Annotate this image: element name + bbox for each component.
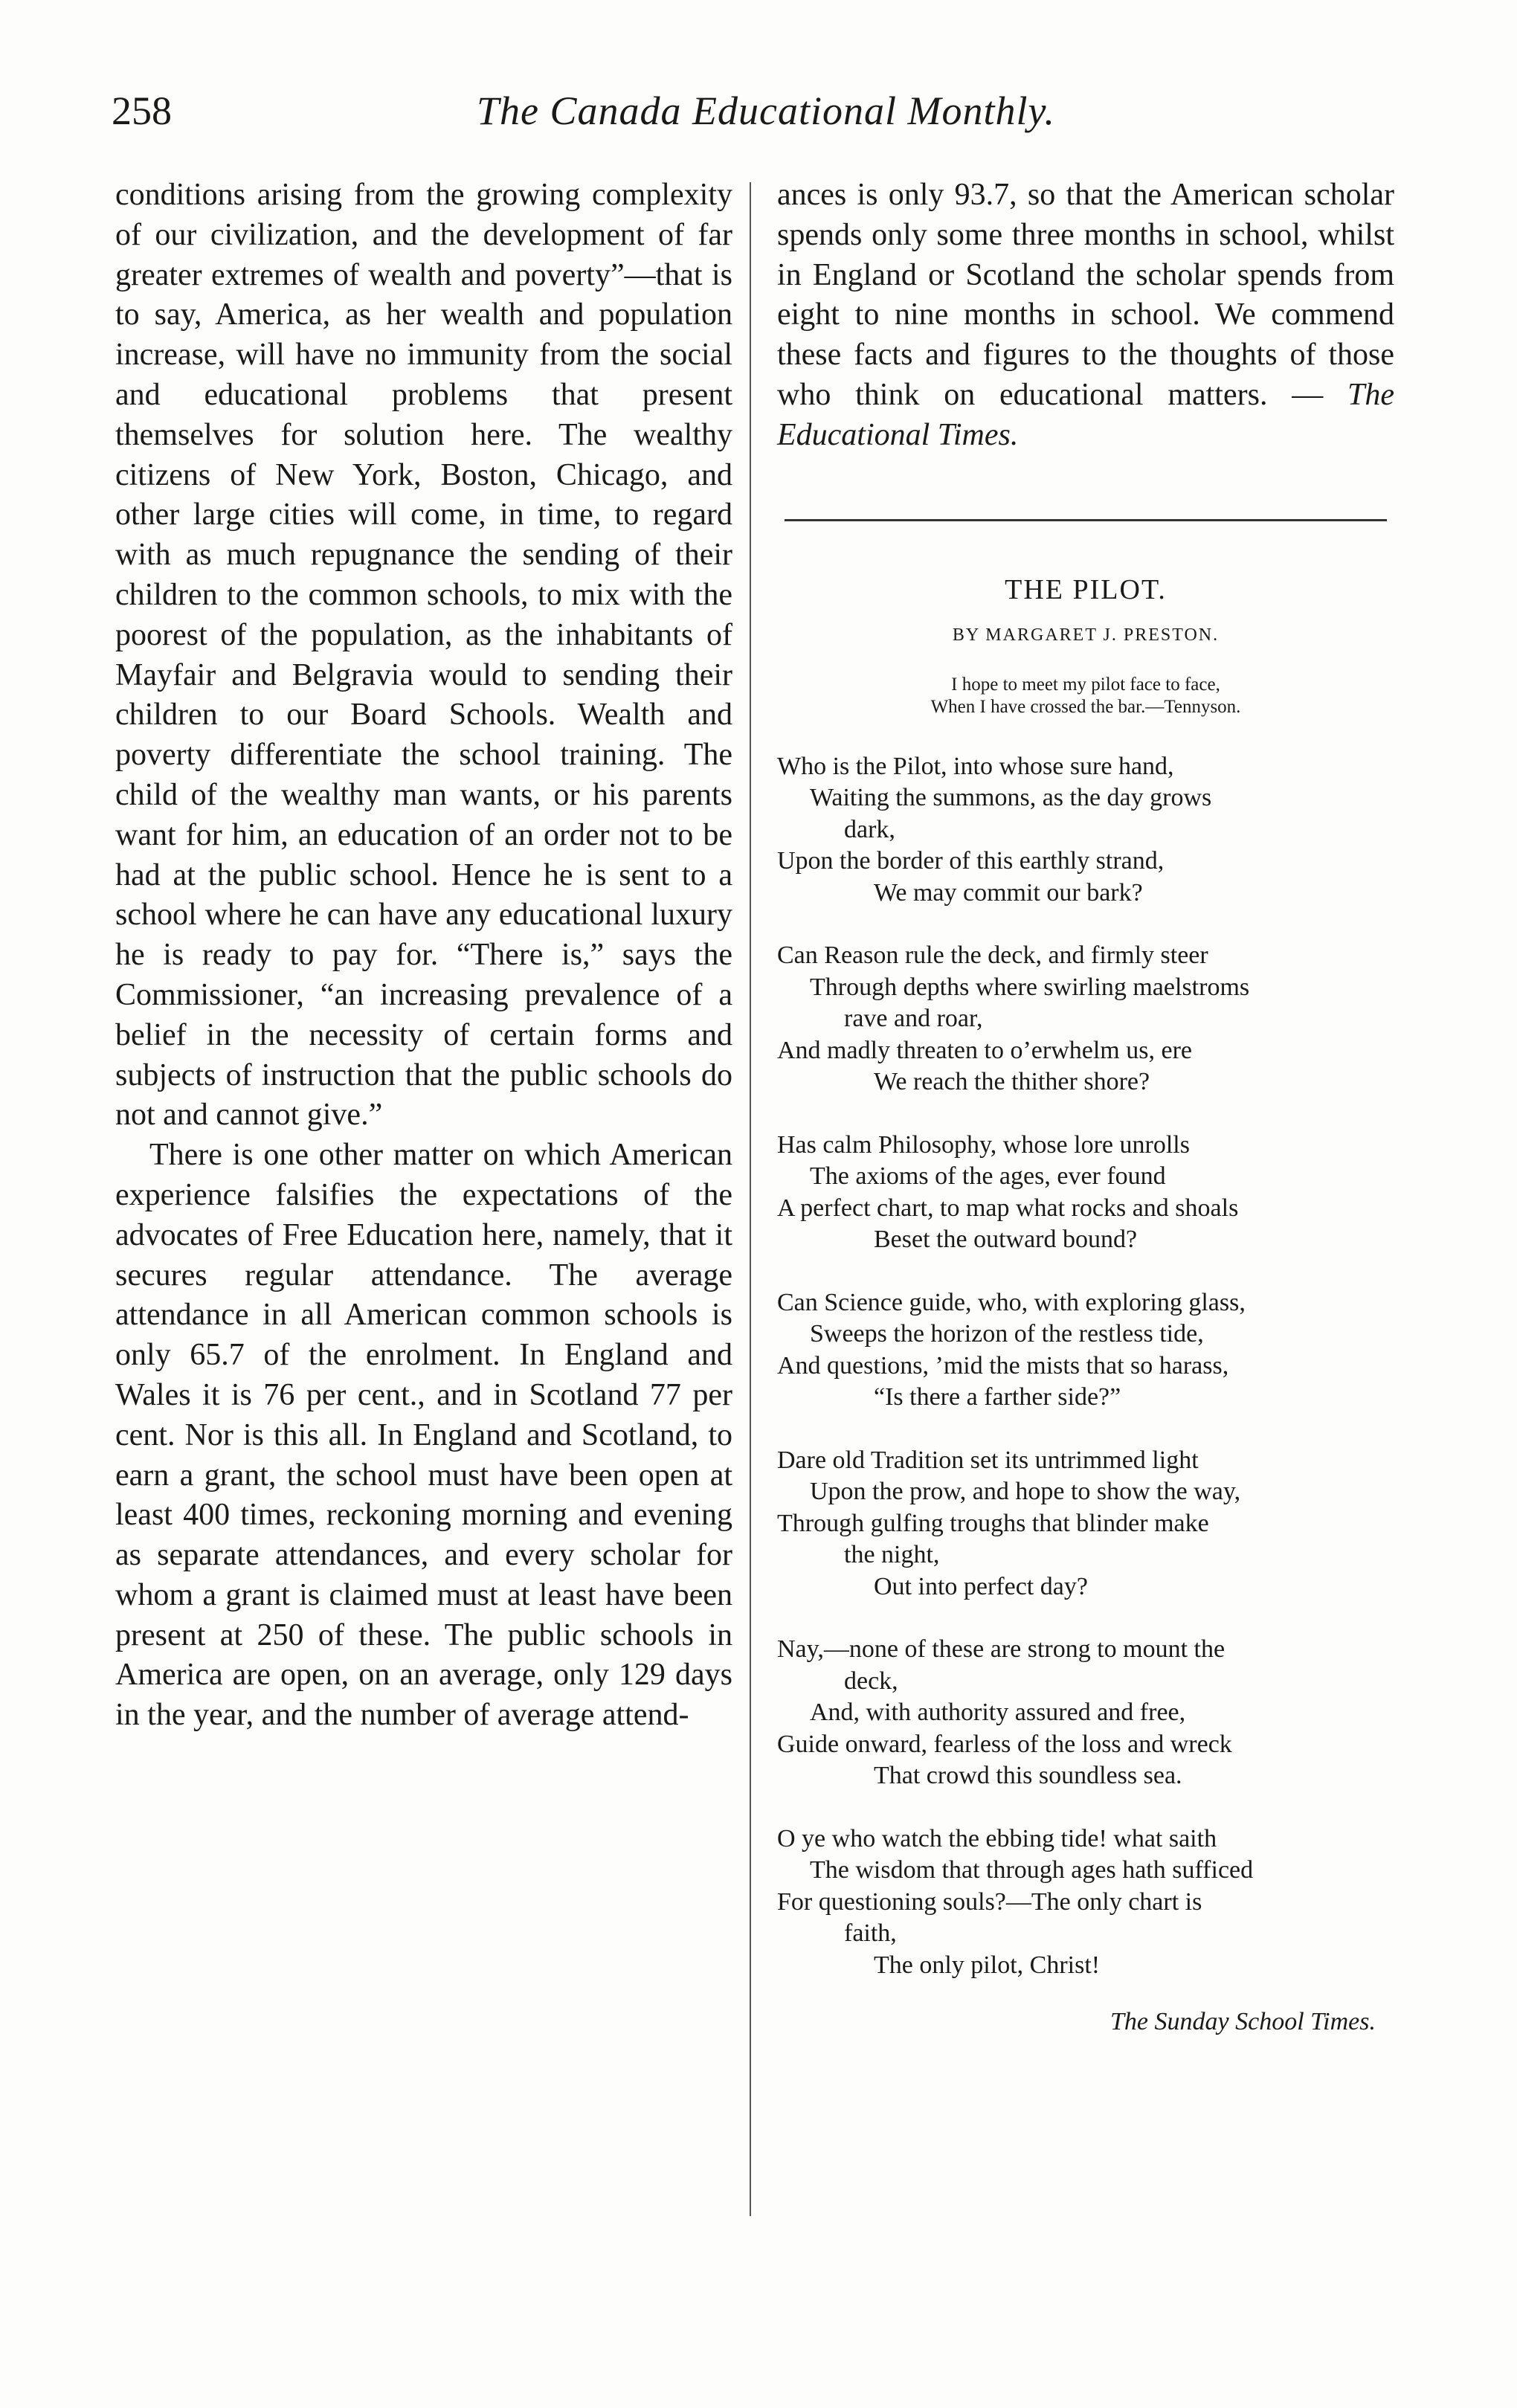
poem-line: Upon the prow, and hope to show the way,	[810, 1478, 1241, 1506]
poem-line: Sweeps the horizon of the restless tide,	[810, 1320, 1204, 1348]
poem-line: For questioning souls?—The only chart is	[777, 1887, 1202, 1916]
poem-line: The only pilot, Christ!	[874, 1951, 1101, 1979]
poem-line: Beset the outward bound?	[874, 1226, 1138, 1254]
poem-line: “Is there a farther side?”	[874, 1383, 1121, 1411]
poem-line: Can Science guide, who, with exploring glass,	[777, 1288, 1246, 1316]
poem-stanza-7	[777, 1823, 1394, 1982]
left-column	[115, 176, 732, 1736]
poem-line: And, with authority assured and free,	[810, 1699, 1186, 1727]
poem-byline: BY MARGARET J. PRESTON.	[952, 625, 1220, 645]
poem-line: deck,	[844, 1667, 898, 1695]
poem-stanza-4	[777, 1287, 1394, 1414]
poem-line: Upon the border of this earthly strand,	[777, 847, 1165, 875]
poem-line: Waiting the summons, as the day grows	[810, 784, 1212, 812]
poem-line: We reach the thither shore?	[874, 1068, 1150, 1096]
poem-stanza-5	[777, 1445, 1394, 1603]
continuation-paragraph	[777, 176, 1394, 456]
poem-line: Through depths where swirling maelstroms	[810, 973, 1250, 1001]
epigraph-line: When I have crossed the bar.—Tennyson.	[930, 696, 1241, 717]
continuation-text: ances is only 93.7, so that the American scholar spends only some three months in school, whilst in England or Scotland the scholar spends from eight to nine months in school. We commend these facts and figures to the thoughts of those who think on educational matters. —	[777, 178, 1394, 412]
poem-line: We may commit our bark?	[874, 878, 1143, 907]
poem-line: A perfect chart, to map what rocks and shoals	[777, 1194, 1239, 1222]
left-paragraph-2: There is one other matter on which American experience falsifies the expectations of the advocates of Free Education here, namely, that it secures regular attendance. The average attendance in all American common schools is only 65.7 of the enrolment. In England and Wales it is 76 per cent., and in Scotland 77 per cent. Nor is this all. In England and Scotland, to earn a grant, the school must have been open at least 400 times, reckoning morning and evening as separate attendances, and every scholar for whom a grant is claimed must at least have been present at 250 of these. The public schools in America are open, on an average, only 129 days in the year, and the number of average attend-	[115, 1138, 732, 1733]
poem-line: dark,	[844, 815, 895, 843]
poem-epigraph	[777, 674, 1394, 718]
poem-line: rave and roar,	[844, 1005, 983, 1033]
poem-line: O ye who watch the ebbing tide! what saith	[777, 1824, 1217, 1852]
poem-line: The wisdom that through ages hath sufficed	[810, 1856, 1254, 1884]
poem-line: Has calm Philosophy, whose lore unrolls	[777, 1130, 1190, 1159]
poem-line: the night,	[844, 1541, 940, 1569]
poem-line: Out into perfect day?	[874, 1572, 1088, 1600]
section-separator	[785, 519, 1387, 521]
left-paragraph-1: conditions arising from the growing complexity of our civilization, and the development of far greater extremes of wealth and poverty”—that is to say, America, as her wealth and population increase, will have no immunity from the social and educational problems that present themselves for solution here. The wealthy citizens of New York, Boston, Chicago, and other large cities will come, in time, to regard with as much repugnance the sending of their children to the common schools, to mix with the poorest of the population, as the inhabitants of Mayfair and Belgravia would to sending their children to our Board Schools. Wealth and poverty differentiate the school training. The child of the wealthy man wants, or his parents want for him, an education of an order not to be had at the public school. Hence he is sent to a school where he can have any educational luxury he is ready to pay for. “There is,” says the Commissioner, “an increasing prevalence of a belief in the necessity of certain forms and subjects of instruction that the public schools do not and cannot give.”	[115, 178, 732, 1133]
column-divider	[750, 182, 751, 2216]
poem-line: Can Reason rule the deck, and firmly steer	[777, 941, 1208, 970]
poem-stanza-2	[777, 940, 1394, 1098]
poem-line: Through gulfing troughs that blinder make	[777, 1509, 1209, 1537]
poem-line: Guide onward, fearless of the loss and wreck	[777, 1730, 1232, 1758]
poem-line: And madly threaten to o’erwhelm us, ere	[777, 1036, 1192, 1064]
poem-stanza-6	[777, 1634, 1394, 1792]
poem-title: THE PILOT.	[1005, 573, 1167, 605]
poem-source: The Sunday School Times.	[1110, 2008, 1376, 2036]
continuation-source: The Educational Times.	[777, 377, 1394, 452]
poem-line: Nay,—none of these are strong to mount the	[777, 1635, 1225, 1664]
right-column	[777, 176, 1394, 2036]
running-title: The Canada Educational Monthly.	[477, 88, 1055, 133]
poem-line: Dare old Tradition set its untrimmed light	[777, 1446, 1199, 1474]
poem-line: faith,	[844, 1919, 897, 1948]
epigraph-line: I hope to meet my pilot face to face,	[951, 674, 1220, 695]
page-number: 258	[112, 88, 172, 133]
poem-line: That crowd this soundless sea.	[874, 1762, 1182, 1790]
poem-line: And questions, ’mid the mists that so harass,	[777, 1351, 1229, 1380]
poem-stanza-1	[777, 751, 1394, 910]
page-header	[112, 88, 1420, 147]
poem-line: Who is the Pilot, into whose sure hand,	[777, 752, 1174, 780]
poem-line: The axioms of the ages, ever found	[810, 1162, 1166, 1191]
poem-stanza-3	[777, 1130, 1394, 1256]
